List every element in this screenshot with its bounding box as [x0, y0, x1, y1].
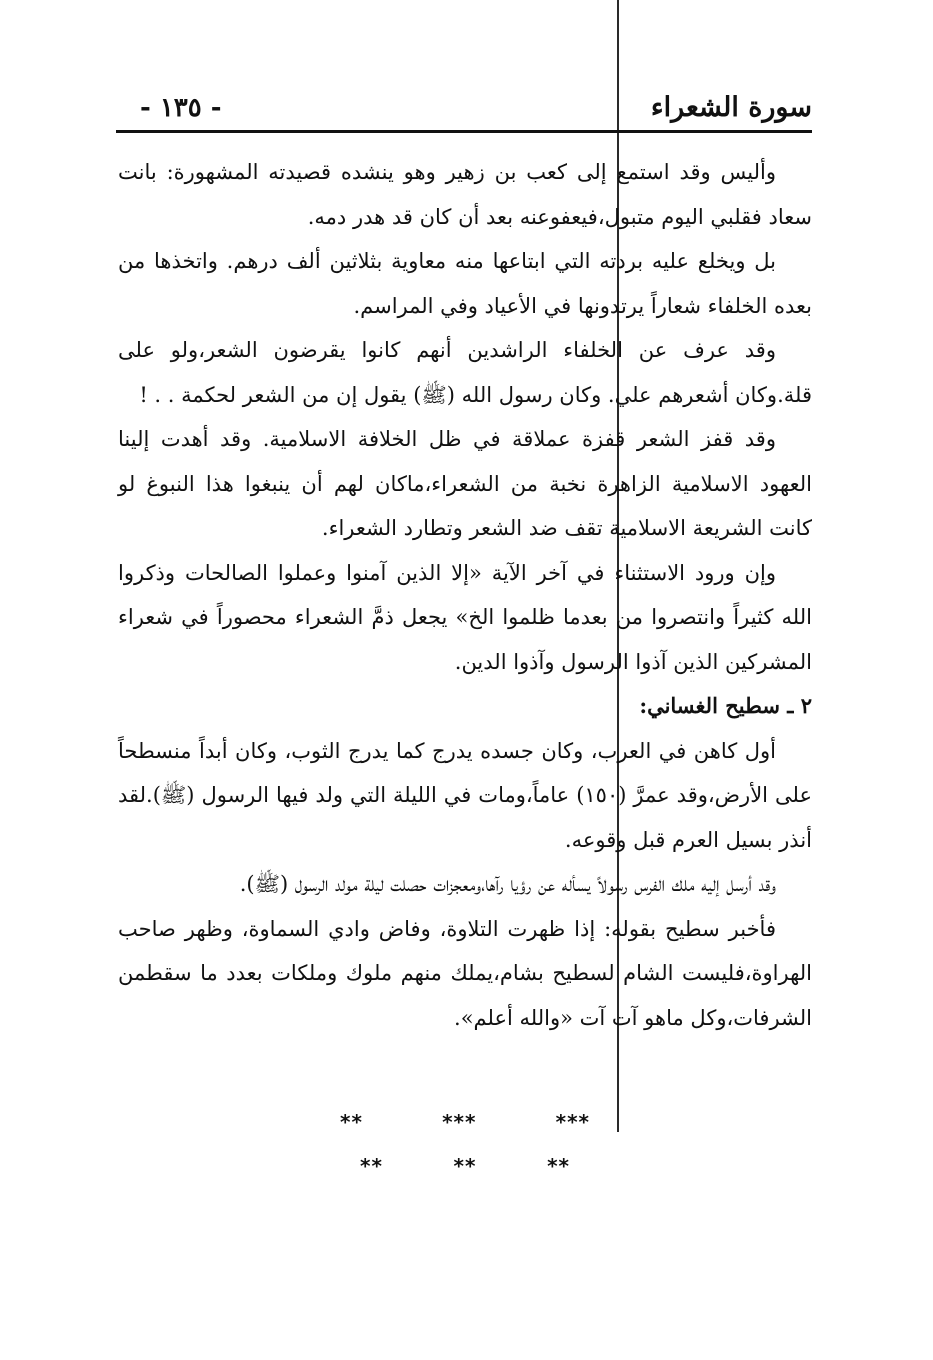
- running-title: سورة الشعراء: [650, 92, 812, 123]
- paragraph: فأخبر سطيح بقوله: إذا ظهرت التلاوة، وفاض وادي السماوة، وظهر صاحب الهراوة،فليست الشام لسطيح بشام،يملك منهم ملوك وملكات بعدد ما سقطمن الشرفات،وكل ماهو آت آت «والله أعلم».: [118, 916, 812, 1030]
- asterisk-ornament: **: [453, 1154, 477, 1178]
- paragraph: وقد عرف عن الخلفاء الراشدين أنهم كانوا يقرضون الشعر،ولو على قلة.وكان أشعرهم علي. وكان رسول الله (ﷺ) يقول إن من الشعر لحكمة . . !: [118, 338, 812, 407]
- ornament-row: [340, 1144, 590, 1188]
- asterisk-ornament: ***: [555, 1110, 590, 1134]
- paragraph: أول كاهن في العرب، وكان جسده يدرج كما يدرج الثوب، وكان أبداً منسطحاً على الأرض،وقد عمرَّ (١٥٠) عاماً،ومات في الليلة التي ولد فيها الرسول (ﷺ).لقد أنذر بسيل العرم قبل وقوعه.: [118, 738, 812, 852]
- paragraph: وقد قفز الشعر قفزة عملاقة في ظل الخلافة الاسلامية. وقد أهدت إلينا العهود الاسلامية الزاهرة نخبة من الشعراء،ماكان لهم أن ينبغوا هذا النبوغ لو كانت الشريعة الاسلامية تقف ضد الشعر وتطارد الشعراء.: [118, 427, 812, 540]
- ornament-row: [340, 1100, 590, 1144]
- section-heading: ٢ ـ سطيح الغساني:: [639, 693, 812, 718]
- body-text: [118, 150, 812, 1040]
- asterisk-ornament: **: [340, 1110, 363, 1134]
- asterisk-ornament: **: [547, 1154, 570, 1178]
- paragraph: وإن ورود الاستثناء في آخر الآية «إلا الذين آمنوا وعملوا الصالحات وذكروا الله كثيراً وانتصروا من بعدما ظلموا الخ» يجعل ذمَّ الشعراء محصوراً في شعراء المشركين الذين آذوا الرسول وآذوا الدين.: [118, 560, 812, 674]
- paragraph: بل ويخلع عليه بردته التي ابتاعها منه معاوية بثلاثين ألف درهم. واتخذها من بعده الخلفاء شعاراً يرتدونها في الأعياد وفي المراسم.: [118, 249, 812, 318]
- asterisk-ornament: **: [360, 1154, 383, 1178]
- paragraph: وقد أرسل إليه ملك الفرس رسولاً يسأله عن رؤيا رآها،ومعجزات حصلت ليلة مولد الرسول (ﷺ).: [239, 872, 776, 896]
- page-number: - ١٣٥ -: [140, 93, 222, 123]
- asterisk-ornament: ***: [442, 1110, 477, 1134]
- paragraph: وأليس وقد استمع إلى كعب بن زهير وهو ينشده قصيدته المشهورة: بانت سعاد فقلبي اليوم متبول،فيعفوعنه بعد أن كان قد هدر دمه.: [118, 160, 812, 229]
- header-rule: [116, 130, 812, 133]
- section-end-ornament: [340, 1100, 590, 1188]
- page-header: [118, 88, 812, 128]
